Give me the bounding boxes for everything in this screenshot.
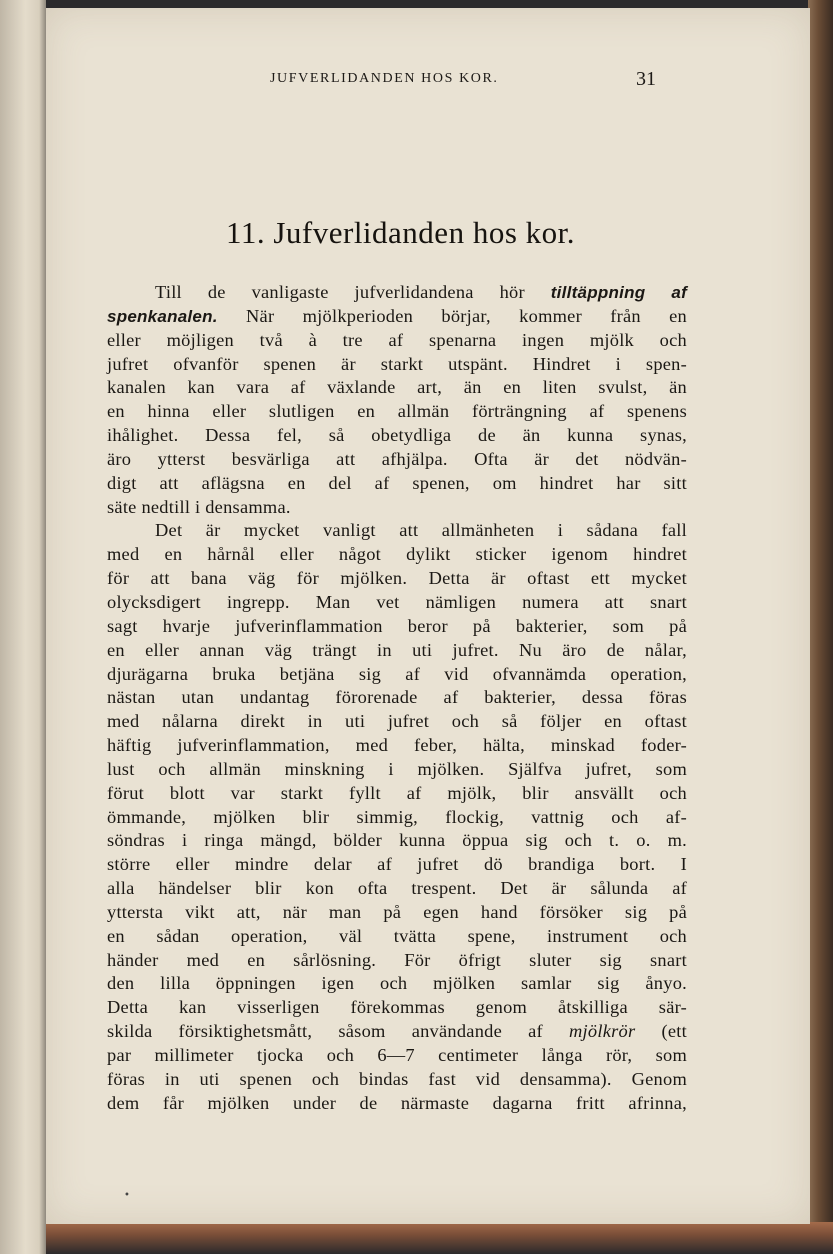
text-line: nästan utan undantag förorenade af bakterier, dessa föras — [107, 687, 687, 708]
book-edge-bottom — [46, 1222, 833, 1254]
text-line: ömmande, mjölken blir simmig, flockig, vattnig och af- — [107, 806, 687, 827]
text-line: olycksdigert ingrepp. Man vet nämligen numera att snart — [107, 591, 687, 612]
text-line: med en hårnål eller något dylikt sticker igenom hindret — [107, 544, 687, 565]
text-line: lust och allmän minskning i mjölken. Själfva jufret, som — [107, 758, 687, 779]
book-spine-left — [0, 0, 46, 1254]
text-line: äro ytterst besvärliga att afhjälpa. Ofta är det nödvän- — [107, 448, 687, 469]
text-line: för att bana väg för mjölken. Detta är oftast ett mycket — [107, 568, 687, 589]
text-line: sagt hvarje jufverinflammation beror på bakterier, som på — [107, 615, 687, 636]
text-line: spenkanalen. När mjölkperioden börjar, kommer från en — [107, 305, 687, 326]
text-line: söndras i ringa mängd, bölder kunna öppua sig och t. o. m. — [107, 830, 687, 851]
text-line: jufret ofvanför spenen är starkt utspänt. Hindret i spen- — [107, 353, 687, 374]
text-line: med nålarna direkt in uti jufret och så följer en oftast — [107, 711, 687, 732]
text-line: Det är mycket vanligt att allmänheten i sådana fall — [155, 520, 687, 541]
text-line: föras in uti spenen och bindas fast vid densamma). Genom — [107, 1068, 687, 1089]
text-line: händer med en sårlösning. För öfrigt sluter sig snart — [107, 949, 687, 970]
page-number: 31 — [636, 68, 656, 90]
text-line: förut blott var starkt fyllt af mjölk, blir ansvällt och — [107, 782, 687, 803]
text-line: par millimeter tjocka och 6—7 centimeter långa rör, som — [107, 1045, 687, 1065]
body-text — [107, 281, 687, 1116]
text-line: Detta kan visserligen förekommas genom åtskilliga sär- — [107, 997, 687, 1018]
text-line: säte nedtill i densamma. — [107, 496, 291, 517]
text-line: skilda försiktighetsmått, såsom användande af mjölkrör (ett — [107, 1021, 687, 1042]
text-line: Till de vanligaste jufverlidandena hör tilltäppning af — [155, 282, 687, 302]
chapter-title: 11. Jufverlidanden hos kor. — [226, 215, 575, 250]
text-line: dem får mjölken under de närmaste dagarna fritt afrinna, — [107, 1092, 687, 1113]
running-header: JUFVERLIDANDEN HOS KOR. — [270, 71, 499, 86]
text-line: en eller annan väg trängt in uti jufret. Nu äro de nålar, — [107, 639, 687, 660]
text-line: kanalen kan vara af växlande art, än en liten svulst, än — [107, 377, 687, 398]
text-line: djurägarna bruka betjäna sig af vid ofvannämda operation, — [107, 663, 687, 684]
text-line: större eller mindre delar af jufret dö brandiga bort. I — [107, 854, 687, 875]
text-line: ihålighet. Dessa fel, så obetydliga de än kunna synas, — [107, 425, 687, 446]
text-line: en hinna eller slutligen en allmän förträngning af spenens — [107, 401, 687, 422]
text-line: yttersta vikt att, när man på egen hand försöker sig på — [107, 901, 687, 922]
text-line: en sådan operation, väl tvätta spene, instrument och — [107, 925, 687, 946]
text-line: den lilla öppningen igen och mjölken samlar sig ånyo. — [107, 973, 687, 994]
text-line: alla händelser blir kon ofta trespent. Det är sålunda af — [107, 878, 687, 899]
book-edge-right — [808, 0, 833, 1254]
text-line: eller möjligen två à tre af spenarna ingen mjölk och — [107, 329, 687, 350]
text-line: digt att aflägsna en del af spenen, om hindret har sitt — [107, 472, 687, 493]
text-line: häftig jufverinflammation, med feber, hälta, minskad foder- — [107, 735, 687, 756]
ink-speck: • — [124, 1190, 130, 1201]
